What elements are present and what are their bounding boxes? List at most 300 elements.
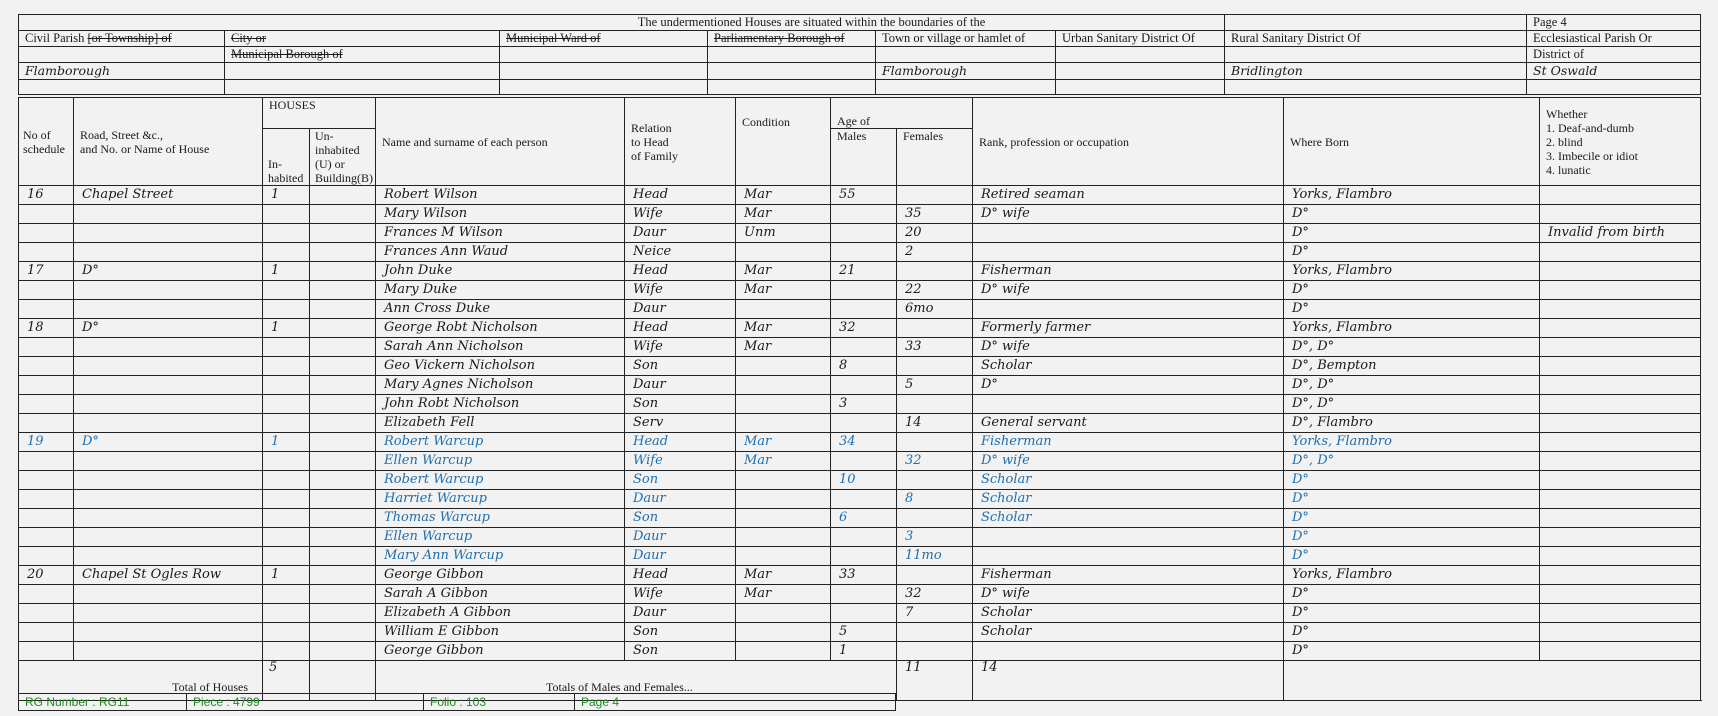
relation: Daur: [625, 490, 736, 509]
male-age: 55: [831, 186, 897, 205]
schedule-no: [19, 357, 74, 376]
infirmity-header: Whether 1. Deaf-and-dumb 2. blind 3. Imbecile or idiot 4. lunatic: [1540, 98, 1701, 186]
schedule-no: [19, 604, 74, 623]
uninhabited-count: [310, 262, 376, 281]
female-age: 5: [897, 376, 973, 395]
infirmity: [1540, 395, 1701, 414]
female-age: 14: [897, 414, 973, 433]
road-name: [74, 642, 263, 661]
person-name: Mary Duke: [376, 281, 625, 300]
male-age: 8: [831, 357, 897, 376]
uninhabited-count: [310, 338, 376, 357]
female-age: 32: [897, 585, 973, 604]
condition: [736, 300, 831, 319]
person-name: Robert Warcup: [376, 471, 625, 490]
female-age: 33: [897, 338, 973, 357]
person-name: Frances Ann Waud: [376, 243, 625, 262]
relation: Wife: [625, 205, 736, 224]
occupation: Scholar: [973, 623, 1284, 642]
age-header: Age of: [831, 98, 973, 129]
relation: Son: [625, 509, 736, 528]
table-row: [19, 471, 1701, 490]
condition: [736, 243, 831, 262]
ecclesiastical-parish-label: Ecclesiastical Parish Or: [1527, 31, 1701, 47]
birthplace: D°, Bempton: [1284, 357, 1540, 376]
inhabited-count: [263, 452, 310, 471]
road-name: [74, 395, 263, 414]
uninhabited-count: [310, 528, 376, 547]
condition: [736, 471, 831, 490]
town-label: Town or village or hamlet of: [876, 31, 1056, 47]
male-age: [831, 338, 897, 357]
female-age: 6mo: [897, 300, 973, 319]
schedule-no: [19, 300, 74, 319]
males-header: Males: [831, 129, 897, 186]
table-row: [19, 623, 1701, 642]
male-age: [831, 547, 897, 566]
birthplace: D°: [1284, 547, 1540, 566]
person-name: Mary Agnes Nicholson: [376, 376, 625, 395]
person-name: Geo Vickern Nicholson: [376, 357, 625, 376]
person-name: Robert Wilson: [376, 186, 625, 205]
male-age: 6: [831, 509, 897, 528]
infirmity: [1540, 642, 1701, 661]
infirmity: [1540, 376, 1701, 395]
infirmity: [1540, 262, 1701, 281]
occupation: Fisherman: [973, 433, 1284, 452]
female-age: 20: [897, 224, 973, 243]
ecclesiastical-parish-value: St Oswald: [1527, 63, 1701, 80]
infirmity: [1540, 566, 1701, 585]
rural-district-value: Bridlington: [1225, 63, 1527, 80]
male-age: [831, 376, 897, 395]
census-table: [18, 97, 1701, 701]
condition: Mar: [736, 452, 831, 471]
condition-header: Condition: [736, 98, 831, 186]
birthplace: D°: [1284, 585, 1540, 604]
relation: Head: [625, 566, 736, 585]
footer-page: Page 4: [575, 694, 896, 711]
person-name: Ellen Warcup: [376, 452, 625, 471]
infirmity: [1540, 604, 1701, 623]
inhabited-count: [263, 642, 310, 661]
road-name: [74, 509, 263, 528]
person-name: George Robt Nicholson: [376, 319, 625, 338]
birthplace: D°: [1284, 509, 1540, 528]
infirmity: [1540, 186, 1701, 205]
table-row: [19, 566, 1701, 585]
occupation: Scholar: [973, 357, 1284, 376]
male-age: [831, 452, 897, 471]
female-age: [897, 319, 973, 338]
person-name: George Gibbon: [376, 642, 625, 661]
table-row: [19, 281, 1701, 300]
inhabited-count: [263, 490, 310, 509]
condition: [736, 414, 831, 433]
birthplace: D°, D°: [1284, 376, 1540, 395]
person-name: Elizabeth A Gibbon: [376, 604, 625, 623]
male-age: [831, 300, 897, 319]
uninhabited-count: [310, 433, 376, 452]
person-name: Elizabeth Fell: [376, 414, 625, 433]
uninhabited-count: [310, 509, 376, 528]
urban-district-label: Urban Sanitary District Of: [1056, 31, 1225, 47]
road-name: [74, 452, 263, 471]
condition: [736, 490, 831, 509]
birthplace: D°, D°: [1284, 395, 1540, 414]
uninhabited-header: Un- inhabited (U) or Building(B): [310, 129, 376, 186]
road-name: [74, 623, 263, 642]
table-row: [19, 262, 1701, 281]
occupation: [973, 395, 1284, 414]
uninhabited-count: [310, 585, 376, 604]
inhabited-header: In- habited: [263, 129, 310, 186]
inhabited-count: [263, 205, 310, 224]
uninhabited-count: [310, 490, 376, 509]
infirmity: [1540, 547, 1701, 566]
totals-people-label: Totals of Males and Females...: [546, 680, 693, 694]
uninhabited-count: [310, 566, 376, 585]
inhabited-count: [263, 338, 310, 357]
occupation: Fisherman: [973, 566, 1284, 585]
relation: Son: [625, 623, 736, 642]
infirmity: [1540, 338, 1701, 357]
table-row: [19, 414, 1701, 433]
condition: Mar: [736, 262, 831, 281]
table-row: [19, 509, 1701, 528]
birthplace: D°: [1284, 623, 1540, 642]
inhabited-count: [263, 243, 310, 262]
inhabited-count: 1: [263, 566, 310, 585]
condition: Unm: [736, 224, 831, 243]
male-age: 3: [831, 395, 897, 414]
census-rows: [19, 186, 1701, 661]
male-age: [831, 604, 897, 623]
city-label: City or: [225, 31, 500, 47]
schedule-no: [19, 471, 74, 490]
schedule-no: [19, 585, 74, 604]
uninhabited-count: [310, 471, 376, 490]
infirmity: [1540, 490, 1701, 509]
birthplace: D°, Flambro: [1284, 414, 1540, 433]
infirmity: [1540, 357, 1701, 376]
schedule-no: [19, 376, 74, 395]
relation: Son: [625, 357, 736, 376]
female-age: [897, 262, 973, 281]
inhabited-count: [263, 604, 310, 623]
relation: Wife: [625, 281, 736, 300]
table-row: [19, 205, 1701, 224]
male-age: 5: [831, 623, 897, 642]
municipal-ward-label: Municipal Ward of: [500, 31, 708, 47]
relation: Daur: [625, 604, 736, 623]
occupation: [973, 300, 1284, 319]
table-row: [19, 604, 1701, 623]
relation: Daur: [625, 547, 736, 566]
female-age: 35: [897, 205, 973, 224]
person-name: John Duke: [376, 262, 625, 281]
occupation: D° wife: [973, 585, 1284, 604]
total-houses-label: Total of Houses: [172, 680, 248, 694]
schedule-no: 19: [19, 433, 74, 452]
inhabited-count: [263, 471, 310, 490]
occupation: Scholar: [973, 490, 1284, 509]
person-name: Thomas Warcup: [376, 509, 625, 528]
schedule-no: 18: [19, 319, 74, 338]
infirmity: [1540, 300, 1701, 319]
road-name: [74, 205, 263, 224]
civil-parish-value: Flamborough: [19, 63, 225, 80]
where-born-header: Where Born: [1284, 98, 1540, 186]
male-age: [831, 414, 897, 433]
uninhabited-count: [310, 224, 376, 243]
female-age: [897, 357, 973, 376]
females-header: Females: [897, 129, 973, 186]
male-age: 32: [831, 319, 897, 338]
occupation: Retired seaman: [973, 186, 1284, 205]
infirmity: [1540, 585, 1701, 604]
table-row: [19, 395, 1701, 414]
condition: [736, 623, 831, 642]
uninhabited-count: [310, 376, 376, 395]
birthplace: Yorks, Flambro: [1284, 566, 1540, 585]
road-name: [74, 490, 263, 509]
road-name: Chapel St Ogles Row: [74, 566, 263, 585]
female-age: [897, 186, 973, 205]
occupation: Scholar: [973, 509, 1284, 528]
table-row: [19, 452, 1701, 471]
occupation: D° wife: [973, 452, 1284, 471]
table-row: [19, 547, 1701, 566]
inhabited-count: [263, 376, 310, 395]
road-name: D°: [74, 262, 263, 281]
person-name: Sarah A Gibbon: [376, 585, 625, 604]
schedule-no: [19, 395, 74, 414]
person-name: George Gibbon: [376, 566, 625, 585]
infirmity: [1540, 243, 1701, 262]
inhabited-count: [263, 414, 310, 433]
occupation: General servant: [973, 414, 1284, 433]
condition: Mar: [736, 186, 831, 205]
ecclesiastical-district-label: District of: [1527, 47, 1701, 63]
male-age: [831, 528, 897, 547]
uninhabited-count: [310, 452, 376, 471]
inhabited-count: 1: [263, 433, 310, 452]
infirmity: [1540, 623, 1701, 642]
inhabited-count: [263, 509, 310, 528]
total-females: 14: [973, 661, 1284, 701]
relation: Wife: [625, 338, 736, 357]
female-age: [897, 566, 973, 585]
occupation: D° wife: [973, 281, 1284, 300]
condition: [736, 642, 831, 661]
uninhabited-count: [310, 642, 376, 661]
birthplace: D°: [1284, 281, 1540, 300]
road-name: [74, 300, 263, 319]
male-age: 34: [831, 433, 897, 452]
total-males: 11: [897, 661, 973, 701]
male-age: 33: [831, 566, 897, 585]
birthplace: D°: [1284, 490, 1540, 509]
male-age: 21: [831, 262, 897, 281]
condition: Mar: [736, 205, 831, 224]
schedule-no: [19, 452, 74, 471]
inhabited-count: 1: [263, 186, 310, 205]
condition: [736, 547, 831, 566]
occupation: [973, 224, 1284, 243]
infirmity: [1540, 205, 1701, 224]
male-age: 10: [831, 471, 897, 490]
reference-footer: [18, 693, 896, 711]
table-row: [19, 528, 1701, 547]
road-name: [74, 547, 263, 566]
person-name: John Robt Nicholson: [376, 395, 625, 414]
table-row: [19, 224, 1701, 243]
table-row: [19, 433, 1701, 452]
person-name: Mary Wilson: [376, 205, 625, 224]
inhabited-count: [263, 300, 310, 319]
schedule-no: 17: [19, 262, 74, 281]
occupation: D°: [973, 376, 1284, 395]
birthplace: D°: [1284, 243, 1540, 262]
female-age: 7: [897, 604, 973, 623]
inhabited-count: [263, 623, 310, 642]
occupation: D° wife: [973, 338, 1284, 357]
road-name: [74, 338, 263, 357]
occupation: Fisherman: [973, 262, 1284, 281]
condition: Mar: [736, 566, 831, 585]
rural-district-label: Rural Sanitary District Of: [1225, 31, 1527, 47]
male-age: [831, 243, 897, 262]
condition: [736, 604, 831, 623]
person-name: Robert Warcup: [376, 433, 625, 452]
male-age: [831, 205, 897, 224]
district-banner: The undermentioned Houses are situated within the boundaries of the: [19, 15, 1225, 31]
birthplace: D°: [1284, 528, 1540, 547]
road-name: D°: [74, 433, 263, 452]
road-name: [74, 281, 263, 300]
female-age: [897, 395, 973, 414]
road-header: Road, Street &c., and No. or Name of House: [74, 98, 263, 186]
road-name: [74, 528, 263, 547]
table-row: [19, 186, 1701, 205]
table-row: [19, 300, 1701, 319]
uninhabited-count: [310, 319, 376, 338]
male-age: [831, 281, 897, 300]
condition: [736, 395, 831, 414]
inhabited-count: [263, 528, 310, 547]
condition: [736, 357, 831, 376]
inhabited-count: 1: [263, 319, 310, 338]
schedule-no: 16: [19, 186, 74, 205]
female-age: 32: [897, 452, 973, 471]
condition: Mar: [736, 338, 831, 357]
infirmity: [1540, 433, 1701, 452]
relation: Head: [625, 319, 736, 338]
municipal-borough-label: Municipal Borough of: [225, 47, 500, 63]
table-row: [19, 642, 1701, 661]
uninhabited-count: [310, 395, 376, 414]
birthplace: D°: [1284, 224, 1540, 243]
relation: Daur: [625, 376, 736, 395]
birthplace: Yorks, Flambro: [1284, 262, 1540, 281]
road-name: [74, 471, 263, 490]
female-age: [897, 642, 973, 661]
relation: Daur: [625, 528, 736, 547]
male-age: [831, 490, 897, 509]
condition: [736, 376, 831, 395]
parliamentary-borough-label: Parliamentary Borough of: [708, 31, 876, 47]
road-name: [74, 414, 263, 433]
person-name: William E Gibbon: [376, 623, 625, 642]
infirmity: [1540, 414, 1701, 433]
schedule-no: [19, 642, 74, 661]
condition: [736, 509, 831, 528]
occupation: [973, 528, 1284, 547]
total-houses-value: 5: [263, 661, 310, 701]
schedule-no: [19, 414, 74, 433]
condition: Mar: [736, 281, 831, 300]
female-age: 2: [897, 243, 973, 262]
schedule-header: No of schedule: [19, 98, 74, 186]
female-age: [897, 623, 973, 642]
person-name: Mary Ann Warcup: [376, 547, 625, 566]
table-row: [19, 357, 1701, 376]
occupation: [973, 642, 1284, 661]
schedule-no: [19, 528, 74, 547]
condition: Mar: [736, 319, 831, 338]
relation: Head: [625, 186, 736, 205]
female-age: 3: [897, 528, 973, 547]
inhabited-count: [263, 357, 310, 376]
infirmity: [1540, 471, 1701, 490]
female-age: [897, 433, 973, 452]
condition: [736, 528, 831, 547]
person-name: Harriet Warcup: [376, 490, 625, 509]
schedule-no: [19, 205, 74, 224]
table-row: [19, 490, 1701, 509]
infirmity: [1540, 528, 1701, 547]
relation: Neice: [625, 243, 736, 262]
occupation: [973, 243, 1284, 262]
female-age: [897, 471, 973, 490]
relation: Head: [625, 262, 736, 281]
inhabited-count: [263, 281, 310, 300]
relation: Wife: [625, 452, 736, 471]
schedule-no: 20: [19, 566, 74, 585]
uninhabited-count: [310, 281, 376, 300]
birthplace: D°: [1284, 642, 1540, 661]
uninhabited-count: [310, 357, 376, 376]
infirmity: Invalid from birth: [1540, 224, 1701, 243]
infirmity: [1540, 281, 1701, 300]
inhabited-count: [263, 224, 310, 243]
road-name: [74, 224, 263, 243]
table-row: [19, 585, 1701, 604]
uninhabited-count: [310, 604, 376, 623]
female-age: [897, 509, 973, 528]
relation: Son: [625, 642, 736, 661]
name-header: Name and surname of each person: [376, 98, 625, 186]
road-name: D°: [74, 319, 263, 338]
infirmity: [1540, 319, 1701, 338]
relation: Daur: [625, 300, 736, 319]
birthplace: D°, D°: [1284, 452, 1540, 471]
uninhabited-count: [310, 243, 376, 262]
schedule-no: [19, 338, 74, 357]
schedule-no: [19, 281, 74, 300]
relation: Serv: [625, 414, 736, 433]
